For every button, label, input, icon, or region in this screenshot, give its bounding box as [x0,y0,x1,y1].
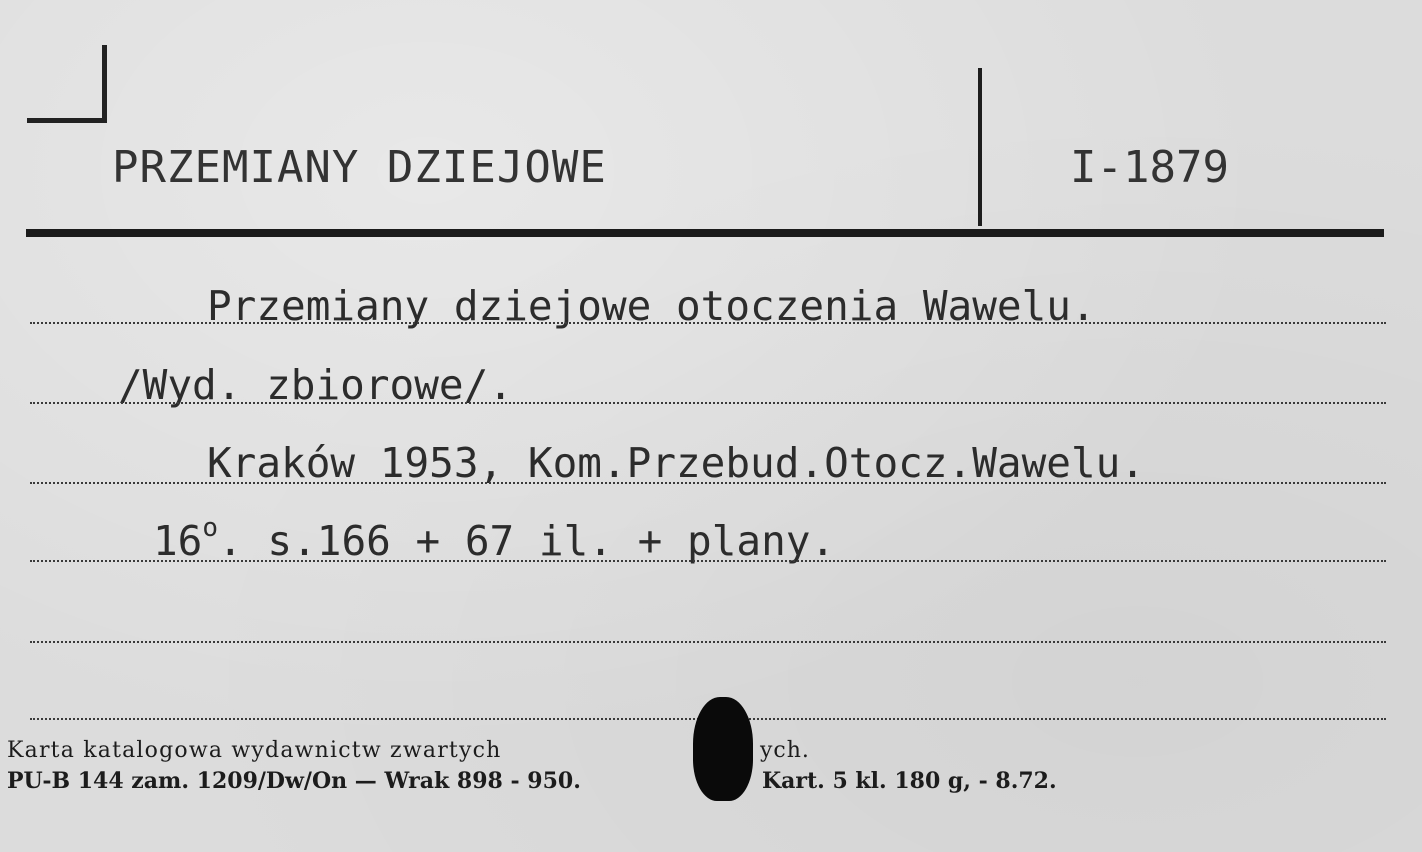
entry-imprint-line: Kraków 1953, Kom.Przebud.Otocz.Wawelu. [207,439,1145,487]
heading-rule [26,229,1384,237]
dotted-rule [30,641,1386,643]
dotted-rule [30,482,1386,484]
dotted-rule [30,322,1386,324]
footer-line-1-left: Karta katalogowa wydawnictw zwartych [7,738,502,763]
call-number: I-1879 [1070,142,1229,193]
punch-hole [693,697,753,801]
card-heading: PRZEMIANY DZIEJOWE [112,142,607,193]
entry-edition-line: /Wyd. zbiorowe/. [118,361,513,409]
entry-title-line: Przemiany dziejowe otoczenia Wawelu. [207,282,1096,330]
footer-line-2-left: PU-B 144 zam. 1209/Dw/On — Wrak 898 - 950. [7,768,581,794]
corner-mark-horizontal [27,118,107,123]
dotted-rule [30,402,1386,404]
degree-superscript: o [202,513,219,543]
heading-divider [978,68,982,226]
corner-mark-vertical [102,45,107,121]
physical-description: . s.166 + 67 il. + plany. [218,517,836,565]
dotted-rule [30,560,1386,562]
footer-line-2-right: Kart. 5 kl. 180 g, - 8.72. [762,768,1057,794]
entry-description-line [153,513,836,565]
footer-line-1-right: ych. [760,738,810,763]
format-number: 16 [153,517,203,565]
